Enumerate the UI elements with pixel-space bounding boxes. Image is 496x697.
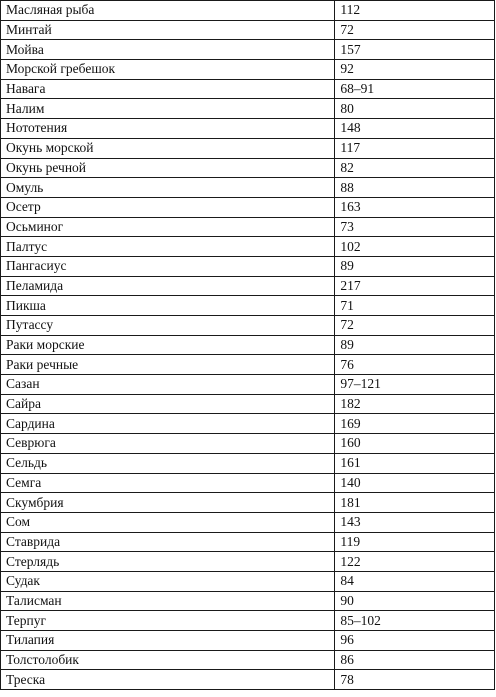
calorie-value-cell: 82 (335, 158, 495, 178)
table-row (1, 138, 495, 158)
table-row (1, 631, 495, 651)
fish-name-cell: Пеламида (1, 276, 335, 296)
fish-name-cell: Раки морские (1, 335, 335, 355)
table-row (1, 178, 495, 198)
calorie-value-cell: 72 (335, 20, 495, 40)
fish-name-cell: Терпуг (1, 611, 335, 631)
fish-name-cell: Сельдь (1, 453, 335, 473)
fish-name-cell: Сом (1, 512, 335, 532)
calorie-value-cell: 80 (335, 99, 495, 119)
fish-name-cell: Палтус (1, 237, 335, 257)
fish-name-cell: Нототения (1, 119, 335, 139)
table-row (1, 571, 495, 591)
calorie-value-cell: 71 (335, 296, 495, 316)
table-row (1, 670, 495, 690)
calorie-value-cell: 102 (335, 237, 495, 257)
calorie-value-cell: 119 (335, 532, 495, 552)
calorie-value-cell: 182 (335, 394, 495, 414)
fish-name-cell: Севрюга (1, 434, 335, 454)
fish-name-cell: Ставрида (1, 532, 335, 552)
calorie-value-cell: 117 (335, 138, 495, 158)
table-row (1, 394, 495, 414)
table-row (1, 158, 495, 178)
table-row (1, 611, 495, 631)
table-row (1, 119, 495, 139)
fish-name-cell: Судак (1, 571, 335, 591)
table-row (1, 316, 495, 336)
calorie-value-cell: 90 (335, 591, 495, 611)
table-row (1, 532, 495, 552)
table-row (1, 296, 495, 316)
fish-name-cell: Тилапия (1, 631, 335, 651)
table-row (1, 79, 495, 99)
table-row (1, 60, 495, 80)
table-row (1, 414, 495, 434)
calorie-value-cell: 163 (335, 197, 495, 217)
fish-name-cell: Путассу (1, 316, 335, 336)
fish-name-cell: Сазан (1, 375, 335, 395)
table-row (1, 20, 495, 40)
fish-name-cell: Окунь речной (1, 158, 335, 178)
fish-name-cell: Навага (1, 79, 335, 99)
fish-name-cell: Налим (1, 99, 335, 119)
table-row (1, 217, 495, 237)
table-row (1, 493, 495, 513)
fish-name-cell: Осьминог (1, 217, 335, 237)
fish-name-cell: Раки речные (1, 355, 335, 375)
table-body (1, 1, 495, 690)
calorie-value-cell: 122 (335, 552, 495, 572)
fish-name-cell: Минтай (1, 20, 335, 40)
calorie-value-cell: 217 (335, 276, 495, 296)
calorie-value-cell: 84 (335, 571, 495, 591)
calorie-value-cell: 68–91 (335, 79, 495, 99)
fish-name-cell: Омуль (1, 178, 335, 198)
calorie-value-cell: 73 (335, 217, 495, 237)
fish-name-cell: Пангасиус (1, 256, 335, 276)
calorie-value-cell: 78 (335, 670, 495, 690)
fish-name-cell: Скумбрия (1, 493, 335, 513)
table-row (1, 473, 495, 493)
fish-name-cell: Пикша (1, 296, 335, 316)
fish-name-cell: Осетр (1, 197, 335, 217)
table-row (1, 197, 495, 217)
table-row (1, 434, 495, 454)
calorie-value-cell: 181 (335, 493, 495, 513)
fish-name-cell: Сардина (1, 414, 335, 434)
calorie-value-cell: 92 (335, 60, 495, 80)
calorie-value-cell: 85–102 (335, 611, 495, 631)
calorie-value-cell: 161 (335, 453, 495, 473)
table-row (1, 1, 495, 21)
fish-name-cell: Талисман (1, 591, 335, 611)
table-row (1, 375, 495, 395)
table-row (1, 40, 495, 60)
calorie-value-cell: 88 (335, 178, 495, 198)
calorie-value-cell: 157 (335, 40, 495, 60)
table-row (1, 335, 495, 355)
fish-name-cell: Толстолобик (1, 650, 335, 670)
calorie-value-cell: 89 (335, 335, 495, 355)
fish-name-cell: Стерлядь (1, 552, 335, 572)
table-row (1, 99, 495, 119)
calorie-value-cell: 96 (335, 631, 495, 651)
table-row (1, 591, 495, 611)
table-row (1, 256, 495, 276)
fish-name-cell: Морской гребешок (1, 60, 335, 80)
table-row (1, 355, 495, 375)
fish-name-cell: Окунь морской (1, 138, 335, 158)
fish-name-cell: Треска (1, 670, 335, 690)
calorie-value-cell: 89 (335, 256, 495, 276)
calorie-value-cell: 148 (335, 119, 495, 139)
calorie-value-cell: 76 (335, 355, 495, 375)
fish-name-cell: Мойва (1, 40, 335, 60)
calorie-value-cell: 143 (335, 512, 495, 532)
table-row (1, 650, 495, 670)
fish-name-cell: Масляная рыба (1, 1, 335, 21)
calorie-value-cell: 169 (335, 414, 495, 434)
fish-name-cell: Сайра (1, 394, 335, 414)
table-row (1, 512, 495, 532)
calorie-value-cell: 112 (335, 1, 495, 21)
calorie-value-cell: 160 (335, 434, 495, 454)
table-row (1, 276, 495, 296)
calorie-value-cell: 86 (335, 650, 495, 670)
table-row (1, 552, 495, 572)
calorie-value-cell: 140 (335, 473, 495, 493)
calorie-value-cell: 72 (335, 316, 495, 336)
table-row (1, 453, 495, 473)
table-row (1, 237, 495, 257)
fish-name-cell: Семга (1, 473, 335, 493)
calorie-value-cell: 97–121 (335, 375, 495, 395)
